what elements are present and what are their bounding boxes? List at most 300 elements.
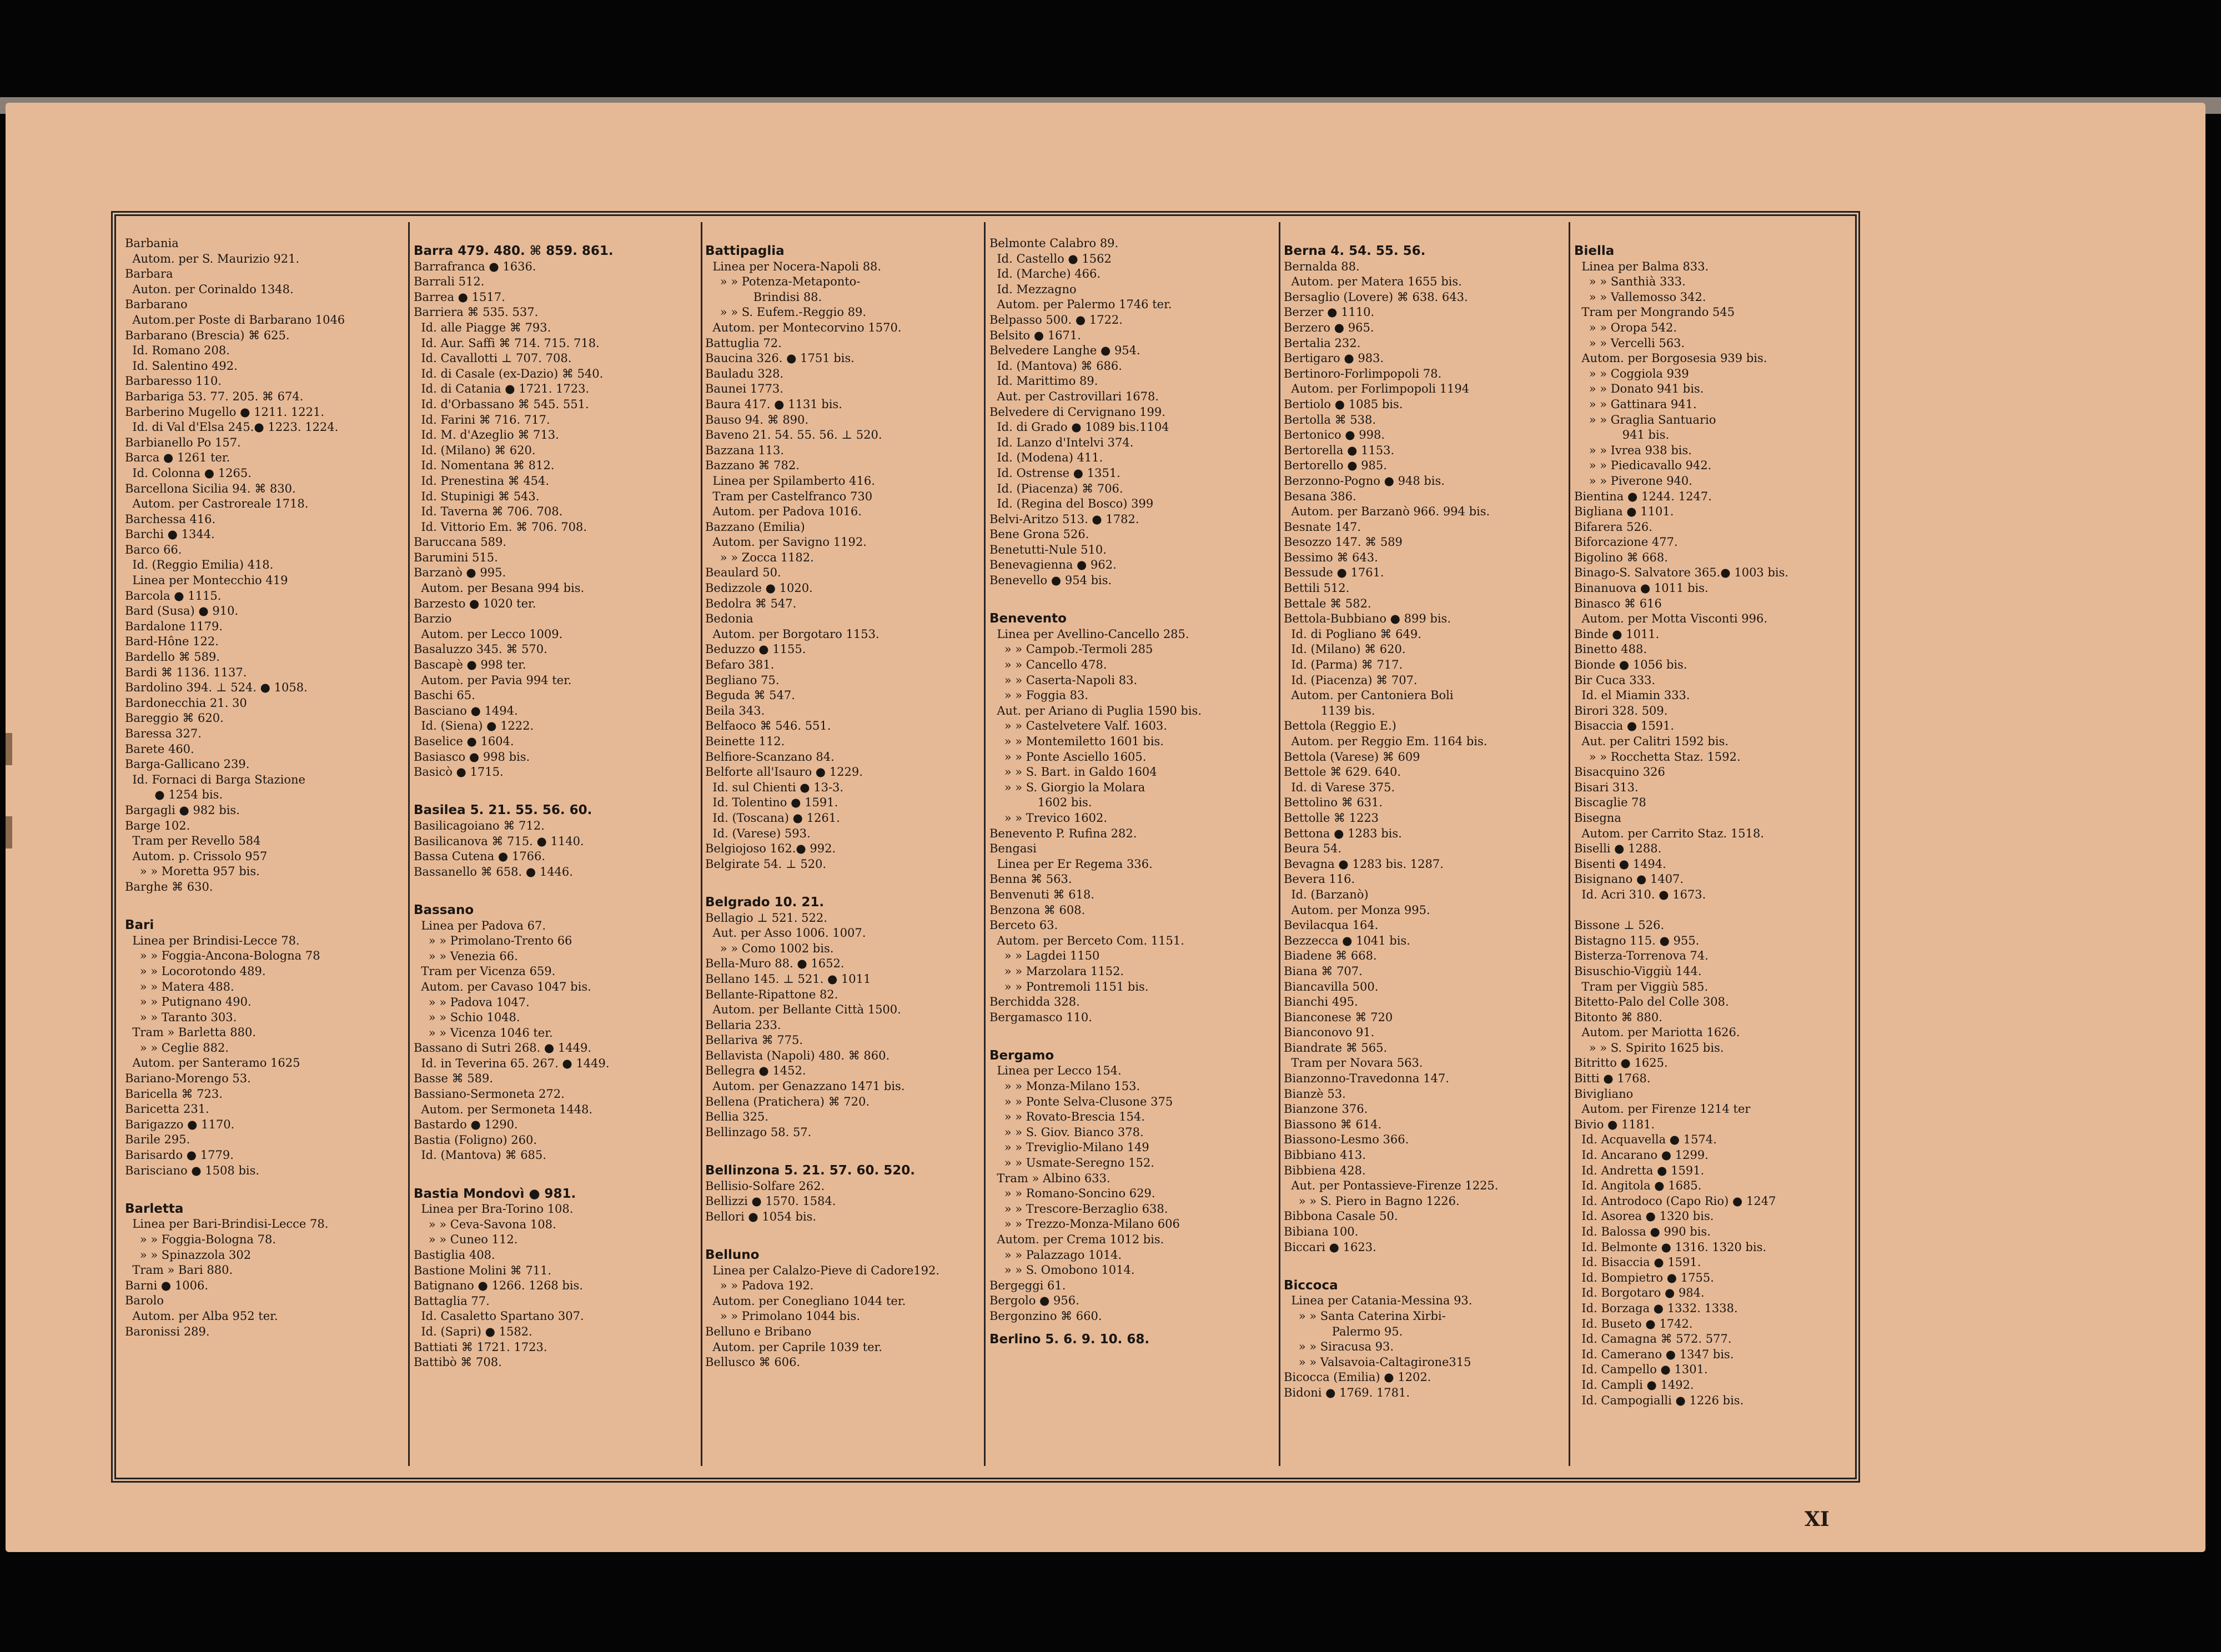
index-entry: Bianzone 376. (1284, 1102, 1368, 1116)
index-entry: » » S. Giorgio la Molara (989, 780, 1145, 794)
index-entry: Id. (Piacenza) ⌘ 707. (1284, 673, 1418, 687)
index-column-5 (1284, 236, 1564, 1483)
index-entry: Aut. per Calitri 1592 bis. (1574, 735, 1729, 748)
index-entry: » » Caserta-Napoli 83. (989, 673, 1138, 687)
index-entry: Begliano 75. (705, 673, 780, 687)
index-entry: Basaluzzo 345. ⌘ 570. (414, 642, 547, 656)
index-entry: » » Monza-Milano 153. (989, 1079, 1140, 1093)
index-entry: Barchessa 416. (125, 512, 216, 526)
index-heading: Bellinzona 5. 21. 57. 60. 520. (705, 1163, 915, 1178)
index-entry: Bibiana 100. (1284, 1225, 1359, 1238)
index-entry: Id. Tolentino ● 1591. (705, 796, 838, 810)
index-entry: » » Siracusa 93. (1284, 1340, 1394, 1354)
index-entry: Baura 417. ● 1131 bis. (705, 397, 842, 411)
index-entry: Bettola (Reggio E.) (1284, 719, 1396, 733)
index-entry: Autom. per Padova 1016. (705, 505, 862, 519)
index-entry: Bezzecca ● 1041 bis. (1284, 933, 1410, 947)
index-entry: Baressa 327. (125, 727, 202, 740)
index-entry: Id. (Barzanò) (1284, 887, 1369, 901)
index-entry: Binago-S. Salvatore 365.● 1003 bis. (1574, 566, 1789, 580)
index-entry: » » Romano-Soncino 629. (989, 1187, 1155, 1201)
index-entry: Aut. per Castrovillari 1678. (989, 389, 1159, 403)
index-entry: Autom. per Barzanò 966. 994 bis. (1284, 505, 1490, 519)
index-entry: » » Potenza-Metaponto- (705, 275, 861, 289)
index-entry: Bessimo ⌘ 643. (1284, 550, 1378, 564)
index-entry: Baveno 21. 54. 55. 56. ⊥ 520. (705, 428, 882, 442)
index-entry: Id. Fornaci di Barga Stazione (125, 772, 305, 786)
index-entry: Biandrate ⌘ 565. (1284, 1041, 1388, 1055)
index-column-3 (705, 236, 986, 1483)
index-entry: Bertonico ● 998. (1284, 428, 1385, 442)
index-entry: Id. Antrodoco (Capo Rio) ● 1247 (1574, 1194, 1776, 1208)
index-entry: Barete 460. (125, 742, 194, 756)
index-entry: » » Padova 1047. (414, 995, 530, 1009)
index-entry: » » Putignano 490. (125, 995, 252, 1009)
index-entry: Barbarano (Brescia) ⌘ 625. (125, 328, 290, 342)
index-entry: Bevagna ● 1283 bis. 1287. (1284, 857, 1444, 871)
index-column-6 (1574, 236, 1855, 1483)
index-entry: Linea per Lecco 154. (989, 1064, 1122, 1078)
index-entry: » » Rovato-Brescia 154. (989, 1110, 1145, 1124)
index-entry: Barzio (414, 612, 452, 626)
index-entry: Id. Taverna ⌘ 706. 708. (414, 505, 563, 519)
index-entry: Bariano-Morengo 53. (125, 1072, 251, 1086)
index-entry: » » Treviglio-Milano 149 (989, 1141, 1149, 1154)
index-entry: Bareggio ⌘ 620. (125, 711, 224, 725)
index-entry: Linea per Nocera-Napoli 88. (705, 259, 882, 273)
index-entry: Tram » Albino 633. (989, 1171, 1110, 1185)
index-entry: » » Moretta 957 bis. (125, 865, 260, 878)
index-entry: Berzer ● 1110. (1284, 305, 1375, 319)
index-entry: Autom. per Cantoniera Boli (1284, 689, 1454, 702)
index-entry: Beinette 112. (705, 735, 785, 748)
index-entry: Barco 66. (125, 543, 182, 556)
index-entry: Brindisi 88. (705, 290, 822, 304)
index-heading: Berna 4. 54. 55. 56. (1284, 244, 1426, 258)
index-entry: Battuglia 72. (705, 336, 782, 350)
index-entry: Beduzzo ● 1155. (705, 642, 806, 656)
index-entry: Id. Asorea ● 1320 bis. (1574, 1209, 1714, 1223)
index-entry: Bardalone 1179. (125, 619, 223, 633)
index-entry: » » S. Spirito 1625 bis. (1574, 1041, 1724, 1055)
index-entry: Bastione Molini ⌘ 711. (414, 1263, 552, 1277)
index-entry: » » S. Omobono 1014. (989, 1263, 1135, 1277)
index-entry: Bauso 94. ⌘ 890. (705, 413, 809, 426)
column-rule (1569, 222, 1570, 1466)
index-entry: » » Ceva-Savona 108. (414, 1217, 556, 1231)
index-entry: Id. Vittorio Em. ⌘ 706. 708. (414, 520, 587, 534)
index-entry: Autom. per Santeramo 1625 (125, 1056, 300, 1070)
index-entry: Basciano ● 1494. (414, 704, 518, 717)
index-entry: » » Trescore-Berzaglio 638. (989, 1202, 1168, 1216)
index-entry: Bianchi 495. (1284, 995, 1358, 1009)
index-entry: Basicò ● 1715. (414, 765, 504, 779)
index-entry: Bertorello ● 985. (1284, 459, 1387, 473)
index-entry: Bedizzole ● 1020. (705, 581, 813, 595)
index-entry: Id. Cavallotti ⊥ 707. 708. (414, 352, 572, 365)
index-entry: Bettale ⌘ 582. (1284, 596, 1371, 610)
index-entry: Aut. per Pontassieve-Firenze 1225. (1284, 1179, 1499, 1193)
index-entry: Bazzana 113. (705, 443, 785, 457)
index-entry: Autom. per Conegliano 1044 ter. (705, 1294, 906, 1308)
index-entry: Barriera ⌘ 535. 537. (414, 305, 539, 319)
index-entry: Id. Stupinigi ⌘ 543. (414, 489, 540, 503)
index-entry: Basse ⌘ 589. (414, 1072, 494, 1086)
index-entry (1574, 903, 1855, 918)
index-entry: Beguda ⌘ 547. (705, 689, 795, 702)
index-entry: Bianzè 53. (1284, 1087, 1346, 1101)
index-entry: Id. (Mantova) ⌘ 685. (414, 1148, 546, 1162)
index-entry: Bevilacqua 164. (1284, 918, 1379, 932)
index-entry: Bersaglio (Lovere) ⌘ 638. 643. (1284, 290, 1468, 304)
index-entry: Id. Campogialli ● 1226 bis. (1574, 1393, 1744, 1407)
index-entry: Barzanò ● 995. (414, 566, 506, 580)
index-entry: » » Locorotondo 489. (125, 964, 266, 978)
index-entry: Bettola (Varese) ⌘ 609 (1284, 750, 1420, 764)
index-entry: » » Pontremoli 1151 bis. (989, 980, 1149, 993)
index-entry (1284, 1255, 1564, 1271)
index-entry: » » S. Eufem.-Reggio 89. (705, 305, 867, 319)
index-entry: Bellano 145. ⊥ 521. ● 1011 (705, 972, 871, 986)
index-entry: Bibbiena 428. (1284, 1163, 1366, 1177)
index-entry: » » Coggiola 939 (1574, 366, 1689, 380)
index-entry: Berceto 63. (989, 918, 1058, 932)
index-entry: Bibbiano 413. (1284, 1148, 1366, 1162)
index-entry: Bernalda 88. (1284, 259, 1360, 273)
index-entry: Barile 295. (125, 1133, 190, 1147)
index-entry: Bedonia (705, 612, 753, 626)
index-entry: » » Taranto 303. (125, 1010, 237, 1024)
index-entry: Befaro 381. (705, 658, 775, 672)
index-entry: Linea per Er Regema 336. (989, 857, 1153, 871)
index-entry: Barrea ● 1517. (414, 290, 505, 304)
index-entry: Linea per Balma 833. (1574, 259, 1709, 273)
index-entry: Linea per Calalzo-Pieve di Cadore192. (705, 1263, 940, 1277)
index-entry: Id. Nomentana ⌘ 812. (414, 459, 555, 473)
index-entry: » » Primolano-Trento 66 (414, 934, 572, 948)
index-entry: Barzesto ● 1020 ter. (414, 596, 536, 610)
index-entry: » » Donato 941 bis. (1574, 382, 1704, 396)
index-heading: Basilea 5. 21. 55. 56. 60. (414, 803, 592, 818)
index-entry: » » Santhià 333. (1574, 275, 1686, 289)
index-entry: Id. Prenestina ⌘ 454. (414, 474, 550, 488)
index-entry: Baschi 65. (414, 689, 475, 702)
index-entry: Autom. per Mariotta 1626. (1574, 1026, 1740, 1040)
index-entry: Belvedere di Cervignano 199. (989, 405, 1165, 419)
index-entry: Benevello ● 954 bis. (989, 574, 1112, 588)
index-entry (414, 780, 694, 796)
index-entry (414, 1163, 694, 1179)
index-entry: Belluno e Bribano (705, 1324, 812, 1338)
index-entry: Basiasco ● 998 bis. (414, 750, 530, 764)
index-column-2 (414, 236, 694, 1483)
index-entry: » » Rocchetta Staz. 1592. (1574, 750, 1741, 764)
index-entry: Bard-Hône 122. (125, 635, 219, 649)
index-entry: Bazzano ⌘ 782. (705, 459, 800, 473)
index-entry: Autom. per Pavia 994 ter. (414, 673, 572, 687)
index-entry: Barumini 515. (414, 550, 498, 564)
index-entry: Bivio ● 1181. (1574, 1117, 1655, 1131)
index-entry: Id. Colonna ● 1265. (125, 466, 252, 480)
index-entry: 941 bis. (1574, 428, 1670, 442)
index-heading: Bergamo (989, 1048, 1054, 1063)
index-entry: Id. Andretta ● 1591. (1574, 1163, 1705, 1177)
index-entry: Bedolra ⌘ 547. (705, 596, 797, 610)
index-entry: Bitti ● 1768. (1574, 1072, 1651, 1086)
index-entry: Bellinzago 58. 57. (705, 1125, 812, 1139)
index-entry: Biancavilla 500. (1284, 980, 1379, 993)
index-entry (125, 1178, 405, 1194)
index-entry: Bastiglia 408. (414, 1248, 495, 1262)
index-entry: Bisegna (1574, 811, 1621, 825)
index-entry: Barrali 512. (414, 275, 485, 289)
index-entry: Tram per Novara 563. (1284, 1056, 1423, 1070)
index-heading: Belgrado 10. 21. (705, 895, 825, 910)
index-entry: Barcellona Sicilia 94. ⌘ 830. (125, 481, 296, 495)
index-entry: 1602 bis. (989, 796, 1092, 810)
index-entry: Bertalia 232. (1284, 336, 1361, 350)
index-entry: Belforte all'Isauro ● 1229. (705, 765, 863, 779)
index-entry: Belpasso 500. ● 1722. (989, 313, 1123, 327)
index-entry: Id. di Pogliano ⌘ 649. (1284, 627, 1421, 641)
index-entry: Biassono-Lesmo 366. (1284, 1133, 1409, 1147)
index-entry: Bisaccia ● 1591. (1574, 719, 1674, 733)
index-entry: Binetto 488. (1574, 642, 1647, 656)
index-entry: Id. M. d'Azeglio ⌘ 713. (414, 428, 559, 442)
index-entry: Id. di Val d'Elsa 245.● 1223. 1224. (125, 420, 339, 434)
index-entry: » » Primolano 1044 bis. (705, 1309, 860, 1323)
index-entry: Bertigaro ● 983. (1284, 352, 1384, 365)
index-entry: Autom. per Berceto Com. 1151. (989, 933, 1184, 947)
index-entry: Bascapè ● 998 ter. (414, 658, 526, 672)
index-column-1 (125, 236, 405, 1483)
index-entry: » » Montemiletto 1601 bis. (989, 735, 1164, 748)
index-entry: Bardonecchia 21. 30 (125, 696, 247, 710)
index-entry (125, 895, 405, 911)
index-entry: Id. (Varese) 593. (705, 826, 811, 840)
index-entry: Bastia (Foligno) 260. (414, 1133, 537, 1147)
index-entry: Bettolle ⌘ 1223 (1284, 811, 1379, 825)
index-entry: Autom. p. Crissolo 957 (125, 849, 268, 863)
index-entry: Beura 54. (1284, 842, 1342, 856)
index-heading: Bassano (414, 902, 474, 917)
index-entry: Tram per Mongrando 545 (1574, 305, 1735, 319)
index-entry: Bellisio-Solfare 262. (705, 1179, 825, 1193)
index-heading: Barletta (125, 1201, 184, 1216)
index-entry: Benna ⌘ 563. (989, 872, 1072, 886)
index-entry: Bellagio ⊥ 521. 522. (705, 911, 827, 925)
index-entry: Birori 328. 509. (1574, 704, 1668, 717)
index-entry: Barni ● 1006. (125, 1278, 209, 1292)
index-heading: Bastia Mondovì ● 981. (414, 1186, 576, 1201)
index-entry: Besozzo 147. ⌘ 589 (1284, 535, 1403, 549)
index-entry: Autom. per Savigno 1192. (705, 535, 867, 549)
index-entry: » » Oropa 542. (1574, 320, 1677, 334)
index-entry: Basilicagoiano ⌘ 712. (414, 819, 545, 832)
index-entry: Autom. per Crema 1012 bis. (989, 1233, 1164, 1246)
index-entry: Battibò ⌘ 708. (414, 1355, 502, 1369)
index-entry: » » Valsavoia-Caltagirone315 (1284, 1355, 1471, 1369)
index-column-4 (989, 236, 1270, 1483)
index-entry: Biana ⌘ 707. (1284, 964, 1363, 978)
index-entry: Tram per Revello 584 (125, 834, 261, 848)
index-entry: » » Marzolara 1152. (989, 964, 1124, 978)
index-entry: Id. (Mantova) ⌘ 686. (989, 359, 1122, 373)
index-entry: Bianconovo 91. (1284, 1026, 1375, 1040)
index-entry: Id. alle Piagge ⌘ 793. (414, 320, 551, 334)
index-entry: Binde ● 1011. (1574, 627, 1660, 641)
binding-mark (6, 816, 12, 848)
index-entry: Berzonno-Pogno ● 948 bis. (1284, 474, 1445, 488)
index-entry: Autom. per Bellante Città 1500. (705, 1003, 901, 1017)
index-entry: Bisignano ● 1407. (1574, 872, 1684, 886)
index-entry: Bardello ⌘ 589. (125, 650, 220, 664)
index-entry: Id. (Milano) ⌘ 620. (414, 443, 536, 457)
index-entry: Linea per Brindisi-Lecce 78. (125, 933, 300, 947)
index-entry: Bigliana ● 1101. (1574, 505, 1674, 519)
index-entry: » » Foggia-Ancona-Bologna 78 (125, 949, 320, 963)
index-entry: Linea per Padova 67. (414, 918, 546, 932)
index-entry: Berzero ● 965. (1284, 320, 1374, 334)
index-entry: Bellena (Pratichera) ⌘ 720. (705, 1094, 870, 1108)
index-entry: Bellia 325. (705, 1110, 768, 1124)
index-entry: Autom. per Cavaso 1047 bis. (414, 980, 591, 993)
index-entry: Id. in Teverina 65. 267. ● 1449. (414, 1056, 610, 1070)
index-entry: Id. Borzaga ● 1332. 1338. (1574, 1301, 1738, 1315)
index-entry: Bettona ● 1283 bis. (1284, 826, 1402, 840)
column-rule (1279, 222, 1280, 1466)
index-entry: » » Vallemosso 342. (1574, 290, 1706, 304)
index-entry: » » Matera 488. (125, 980, 234, 993)
index-entry: Biforcazione 477. (1574, 535, 1678, 549)
index-entry: Bisari 313. (1574, 780, 1639, 794)
index-entry: Belsito ● 1671. (989, 328, 1081, 342)
page-number: XI (1805, 1508, 1830, 1531)
index-entry: Battaglia 77. (414, 1294, 490, 1308)
index-entry: Bardolino 394. ⊥ 524. ● 1058. (125, 681, 308, 695)
index-entry: Bassiano-Sermoneta 272. (414, 1087, 565, 1101)
index-entry: Id. Campli ● 1492. (1574, 1378, 1694, 1392)
index-entry: Beila 343. (705, 704, 765, 717)
index-entry: Bene Grona 526. (989, 528, 1089, 541)
index-entry: » » Como 1002 bis. (705, 941, 834, 955)
index-entry: Bergamasco 110. (989, 1010, 1092, 1024)
index-entry: Id. d'Orbassano ⌘ 545. 551. (414, 397, 589, 411)
index-entry: Bigolino ⌘ 668. (1574, 550, 1668, 564)
index-entry: Bessude ● 1761. (1284, 566, 1384, 580)
index-entry: Autom. per Genazzano 1471 bis. (705, 1079, 905, 1093)
index-entry: Id. Camerano ● 1347 bis. (1574, 1347, 1734, 1361)
index-entry: Palermo 95. (1284, 1324, 1403, 1338)
column-rule (408, 222, 410, 1466)
index-entry: » » Ponte Selva-Clusone 375 (989, 1094, 1173, 1108)
index-entry: Auton. per Corinaldo 1348. (125, 282, 294, 296)
index-entry: Batignano ● 1266. 1268 bis. (414, 1279, 583, 1293)
index-entry: Autom. per Alba 952 ter. (125, 1309, 278, 1323)
index-entry: » » Trevico 1602. (989, 811, 1107, 825)
index-entry: Barga-Gallicano 239. (125, 757, 250, 771)
index-entry: Linea per Spilamberto 416. (705, 474, 875, 488)
index-entry: Aut. per Asso 1006. 1007. (705, 926, 866, 940)
index-entry: Biccari ● 1623. (1284, 1240, 1376, 1254)
index-entry: Barbianello Po 157. (125, 435, 241, 449)
index-entry: Id. (Marche) 466. (989, 267, 1101, 281)
index-entry: Bir Cuca 333. (1574, 673, 1656, 687)
index-entry: Belmonte Calabro 89. (989, 237, 1119, 250)
index-entry: » » Castelvetere Valf. 1603. (989, 719, 1167, 733)
index-entry: Bassano di Sutri 268. ● 1449. (414, 1041, 592, 1055)
index-entry: Bertorella ● 1153. (1284, 443, 1395, 457)
index-entry: Id. di Catania ● 1721. 1723. (414, 382, 590, 396)
index-entry: Belvedere Langhe ● 954. (989, 344, 1140, 358)
index-entry: Benzona ⌘ 608. (989, 903, 1086, 917)
index-entry: Id. (Toscana) ● 1261. (705, 811, 840, 825)
index-entry: Id. Romano 208. (125, 344, 230, 358)
index-entry: Baselice ● 1604. (414, 735, 514, 748)
index-entry: Barge 102. (125, 819, 190, 832)
index-entry: Linea per Catania-Messina 93. (1284, 1294, 1473, 1308)
index-entry: Bitetto-Palo del Colle 308. (1574, 995, 1729, 1009)
index-entry (414, 880, 694, 895)
index-entry: Id. (Regina del Bosco) 399 (989, 497, 1154, 511)
index-entry: Id. di Casale (ex-Dazio) ⌘ 540. (414, 366, 604, 380)
index-entry: Bistagno 115. ● 955. (1574, 933, 1700, 947)
index-entry: Battiati ⌘ 1721. 1723. (414, 1340, 547, 1354)
index-entry: Id. (Piacenza) ⌘ 706. (989, 481, 1123, 495)
index-entry: Id. Mezzagno (989, 282, 1077, 296)
index-entry: Belvi-Aritzo 513. ● 1782. (989, 512, 1139, 526)
index-entry: » » Padova 192. (705, 1279, 814, 1293)
index-entry: » » Schio 1048. (414, 1011, 520, 1025)
index-entry: » » Usmate-Seregno 152. (989, 1156, 1154, 1170)
index-entry: Belfaoco ⌘ 546. 551. (705, 719, 831, 733)
index-entry: Id. (Sapri) ● 1582. (414, 1324, 532, 1338)
index-entry: Barbara (125, 267, 173, 281)
index-entry (705, 1224, 986, 1240)
index-entry: Id. Bisaccia ● 1591. (1574, 1256, 1701, 1269)
index-entry: Barbaresso 110. (125, 374, 222, 388)
index-entry: » » Cancello 478. (989, 658, 1107, 672)
index-entry: Barcola ● 1115. (125, 589, 222, 602)
index-entry: Bettolino ⌘ 631. (1284, 796, 1383, 810)
index-entry: » » Spinazzola 302 (125, 1248, 252, 1262)
index-entry: Baricella ⌘ 723. (125, 1087, 223, 1101)
index-entry: » » Lagdei 1150 (989, 949, 1100, 963)
index-entry: Bassanello ⌘ 658. ● 1446. (414, 865, 573, 878)
index-entry: Bergeggi 61. (989, 1278, 1066, 1292)
index-entry: » » Venezia 66. (414, 949, 518, 963)
index-entry: Autom. per Matera 1655 bis. (1284, 275, 1462, 289)
index-heading: Biccoca (1284, 1278, 1338, 1293)
index-entry: Linea per Avellino-Cancello 285. (989, 627, 1189, 641)
index-entry: Autom. per Motta Visconti 996. (1574, 612, 1767, 626)
index-entry: Bertolla ⌘ 538. (1284, 413, 1376, 426)
index-entry: Bionde ● 1056 bis. (1574, 658, 1687, 672)
index-entry (989, 1025, 1270, 1041)
index-entry: Barbania (125, 237, 179, 250)
index-entry: Bellariva ⌘ 775. (705, 1033, 803, 1047)
index-entry: Id. (Modena) 411. (989, 451, 1103, 465)
index-entry: Biscaglie 78 (1574, 796, 1646, 810)
index-entry: » » Piedicavallo 942. (1574, 459, 1712, 473)
index-entry: » » Graglia Santuario (1574, 413, 1716, 426)
index-heading: Belluno (705, 1248, 760, 1262)
index-entry: Id. Bompietro ● 1755. (1574, 1271, 1714, 1284)
index-entry: Baricetta 231. (125, 1102, 209, 1116)
index-entry: Id. Ostrense ● 1351. (989, 466, 1120, 480)
index-entry: Id. di Grado ● 1089 bis.1104 (989, 420, 1169, 434)
index-entry: Barisciano ● 1508 bis. (125, 1163, 260, 1177)
